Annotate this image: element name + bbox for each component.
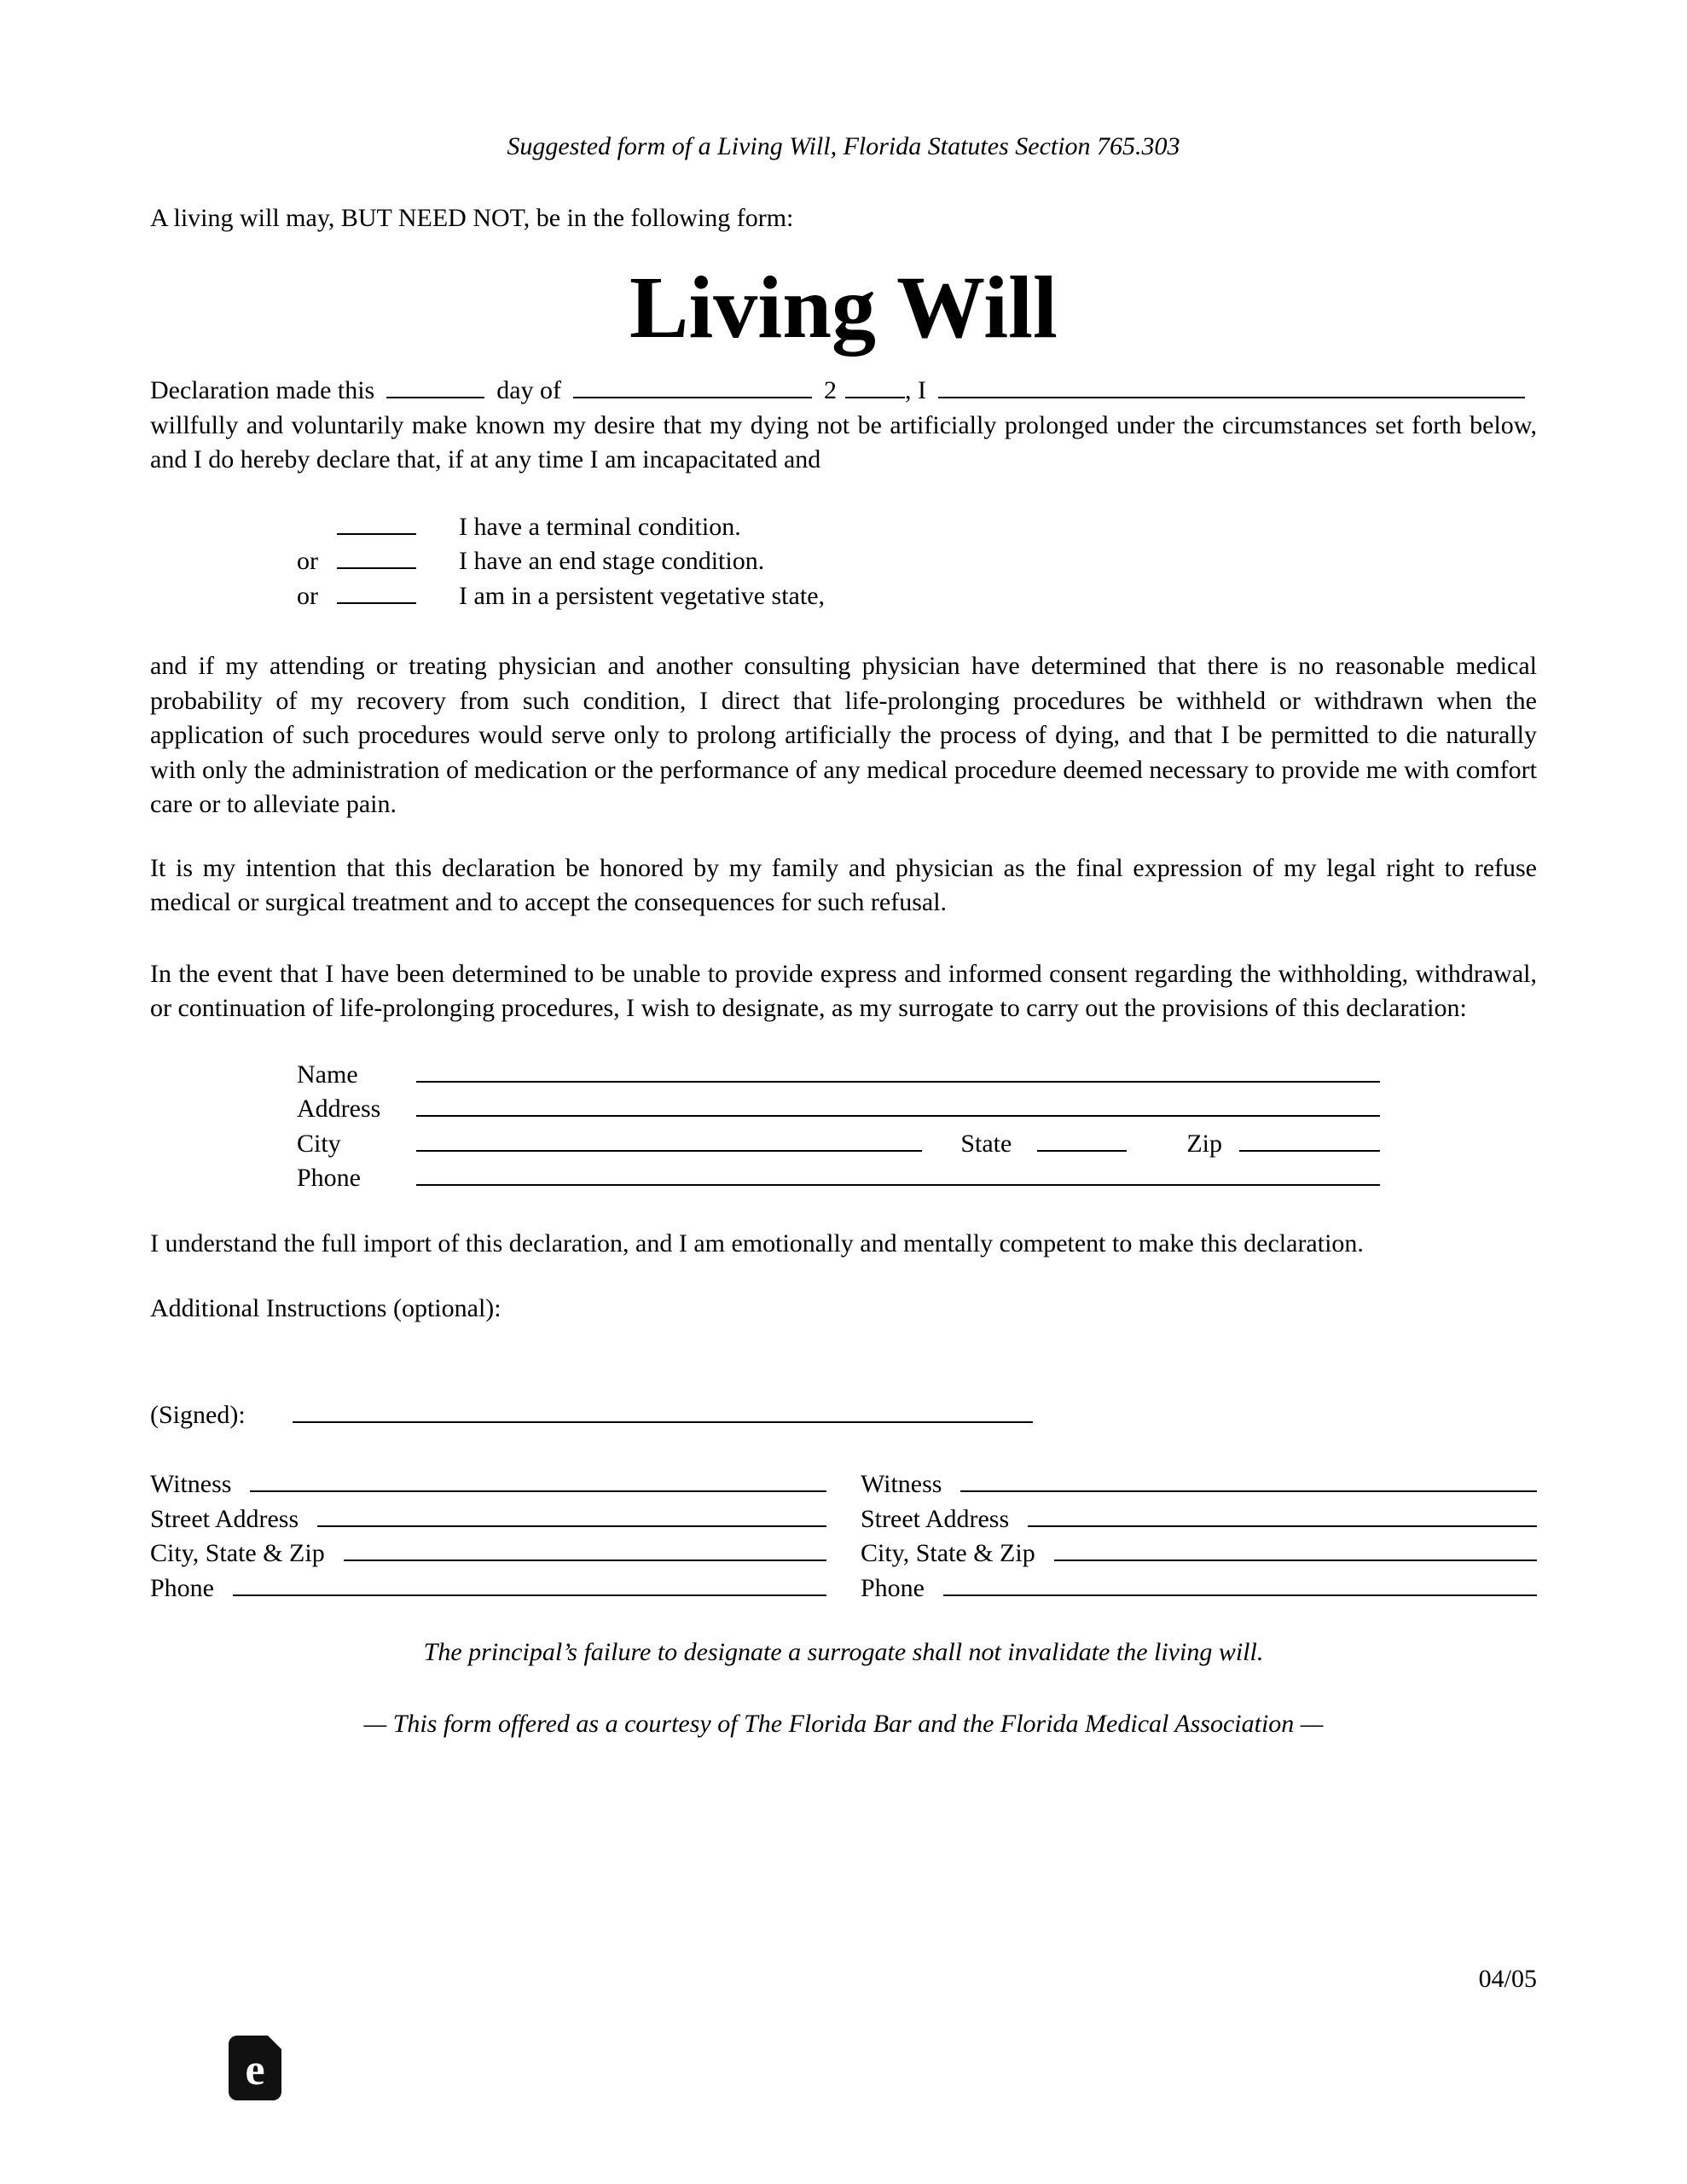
zip-label: Zip [1186, 1129, 1222, 1158]
witness2-name-row [861, 1467, 1537, 1502]
city-label: City [297, 1129, 341, 1158]
signed-label: (Signed): [150, 1400, 246, 1429]
witness-label: Witness [150, 1470, 232, 1499]
witness2-phone-blank[interactable] [943, 1593, 1537, 1596]
vegetative-state-blank[interactable] [337, 601, 416, 604]
witness2-city-row [861, 1536, 1537, 1571]
declaration-text-2: day of [496, 376, 562, 405]
surrogate-fields [297, 1058, 1380, 1196]
witness1-city-blank[interactable] [344, 1558, 826, 1561]
declaration-body: willfully and voluntarily make known my desire that my dying not be artificially prolonged under the circumstances set forth below, and I do hereby declare that, if at any time I am incapacitated and [150, 410, 1537, 474]
intro-text: A living will may, BUT NEED NOT, be in the following form: [150, 203, 794, 232]
declaration-text-4: , I [905, 376, 927, 405]
condition-row [297, 544, 1537, 579]
witness2-name-blank[interactable] [960, 1489, 1537, 1492]
witness1-street-blank[interactable] [317, 1524, 826, 1527]
street-address-label: Street Address [150, 1504, 299, 1533]
eforms-logo [229, 2036, 281, 2100]
condition-or-label: or [297, 547, 318, 576]
declaration-text-1: Declaration made this [150, 376, 375, 405]
witness2-phone-row [861, 1571, 1537, 1606]
name-label: Name [297, 1060, 358, 1089]
city-state-zip-field-row [297, 1127, 1380, 1162]
paragraph-intention: It is my intention that this declaration be honored by my family and physician as the final expression of my legal right to refuse medical or surgical treatment and to accept the consequences for such refusal. [150, 853, 1537, 917]
address-field-row [297, 1092, 1380, 1127]
witness1-name-row [150, 1467, 826, 1502]
witness2-city-blank[interactable] [1054, 1558, 1537, 1561]
signature-blank[interactable] [293, 1420, 1033, 1423]
condition-label: I have a terminal condition. [459, 512, 741, 541]
witness1-phone-blank[interactable] [233, 1593, 826, 1596]
eforms-logo-letter: e [245, 2046, 265, 2094]
city-state-zip-label: City, State & Zip [150, 1539, 325, 1568]
name-field-row [297, 1058, 1380, 1093]
condition-options [297, 510, 1537, 614]
address-label: Address [297, 1095, 381, 1124]
condition-row [297, 510, 1537, 545]
terminal-condition-blank[interactable] [337, 531, 416, 535]
year-blank[interactable] [845, 395, 905, 398]
signed-row [150, 1398, 1537, 1433]
footer-note-surrogate: The principal’s failure to designate a surrogate shall not invalidate the living will. [423, 1638, 1264, 1667]
condition-or-label: or [297, 581, 318, 610]
street-address-label: Street Address [861, 1504, 1010, 1533]
phone-label: Phone [861, 1573, 925, 1602]
witness1-phone-row [150, 1571, 826, 1606]
surrogate-name-blank[interactable] [416, 1079, 1380, 1083]
surrogate-zip-blank[interactable] [1239, 1148, 1380, 1152]
witness1-city-row [150, 1536, 826, 1571]
declaration-line [150, 374, 1537, 409]
city-state-zip-label: City, State & Zip [861, 1539, 1035, 1568]
end-stage-condition-blank[interactable] [337, 566, 416, 569]
month-blank[interactable] [573, 395, 812, 398]
document-title: Living Will [629, 258, 1058, 357]
additional-instructions-label: Additional Instructions (optional): [150, 1294, 501, 1323]
witness-label: Witness [861, 1470, 942, 1499]
footer-note-courtesy: — This form offered as a courtesy of The Florida Bar and the Florida Medical Association — [363, 1709, 1324, 1738]
witness1-street-row [150, 1502, 826, 1537]
surrogate-address-blank[interactable] [416, 1113, 1380, 1117]
surrogate-phone-blank[interactable] [416, 1182, 1380, 1186]
version-label: 04/05 [1478, 1965, 1537, 1993]
declarant-name-blank[interactable] [938, 395, 1525, 398]
condition-label: I have an end stage condition. [459, 547, 765, 576]
day-blank[interactable] [386, 395, 484, 398]
paragraph-physician-determination: and if my attending or treating physician and another consulting physician have determined that there is no reasonable medical probability of my recovery from such condition, I direct that life-prolonging procedures be withheld or withdrawn when the application of such procedures would serve only to prolong artificially the process of dying, and that I be permitted to die naturally with only the administration of medication or the performance of any medical procedure deemed necessary to provide me with comfort care or to alleviate pain. [150, 652, 1537, 819]
witness2-street-row [861, 1502, 1537, 1537]
condition-row [297, 579, 1537, 614]
witness1-name-blank[interactable] [250, 1489, 826, 1492]
phone-label: Phone [297, 1164, 361, 1193]
phone-field-row [297, 1161, 1380, 1196]
witness2-street-blank[interactable] [1028, 1524, 1537, 1527]
statute-reference: Suggested form of a Living Will, Florida Statutes Section 765.303 [507, 132, 1180, 160]
phone-label: Phone [150, 1573, 214, 1602]
surrogate-state-blank[interactable] [1037, 1148, 1127, 1152]
witness-column-2 [861, 1467, 1537, 1606]
state-label: State [960, 1129, 1012, 1158]
witness-column-1 [150, 1467, 826, 1606]
witness-section [150, 1467, 1537, 1606]
surrogate-city-blank[interactable] [416, 1148, 922, 1152]
paragraph-surrogate-designation: In the event that I have been determined to be unable to provide express and informed consent regarding the withholding, withdrawal, or continuation of life-prolonging procedures, I wish to designate, as my surrogate to carry out the provisions of this declaration: [150, 959, 1537, 1023]
condition-label: I am in a persistent vegetative state, [459, 581, 826, 610]
paragraph-competence: I understand the full import of this declaration, and I am emotionally and mentally competent to make this declaration. [150, 1228, 1364, 1258]
declaration-text-3: 2 [824, 376, 838, 405]
